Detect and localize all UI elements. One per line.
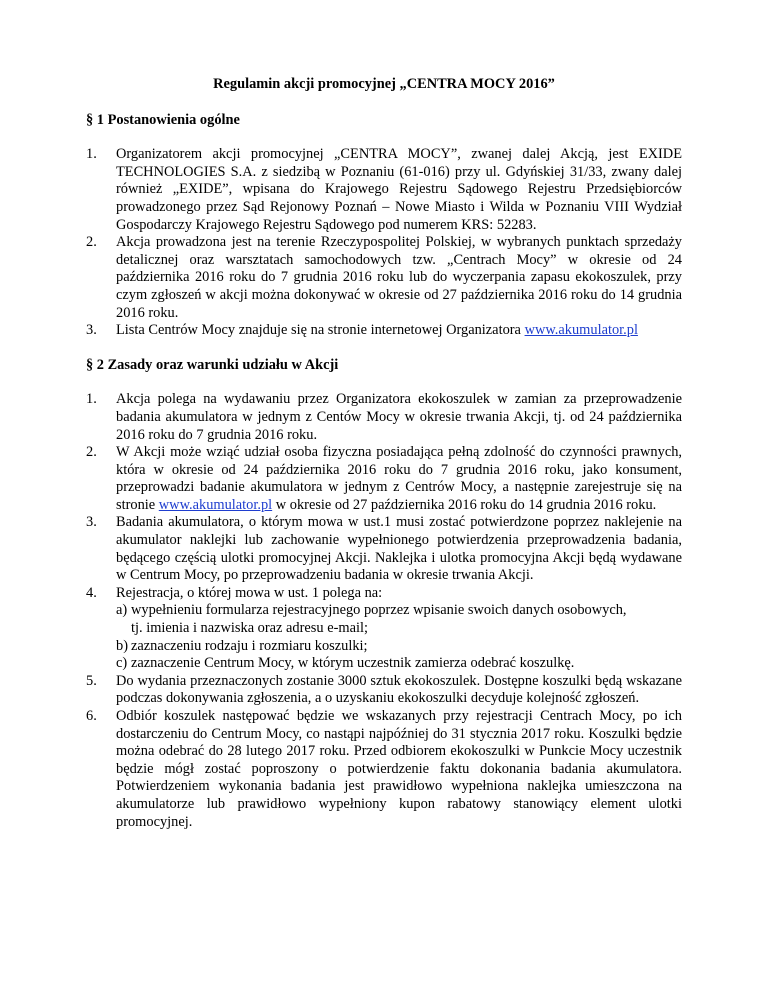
item-number: 3. [86,322,97,339]
item-text: Akcja prowadzona jest na terenie Rzeczypospolitej Polskiej, w wybranych punktach sprzedaży detalicznej oraz warsztatach samochodowych tzw. „Centrach Mocy” w okresie od 24 października 2016 roku do 7 grudnia 2016 roku lub do wyczerpania zapasu ekokoszulek, przy czym zgłoszeń w akcji można dokonywać w okresie od 27 października 2016 roku do 14 grudnia 2016 roku. [116,234,682,321]
list-item [86,708,682,831]
list-item [86,234,682,322]
item-number: 2. [86,444,97,461]
sub-item-text: zaznaczenie Centrum Mocy, w którym uczestnik zamierza odebrać koszulkę. [131,655,575,672]
list-item [86,322,682,340]
list-item [86,673,682,708]
item-text: Odbiór koszulek następować będzie we wskazanych przy rejestracji Centrach Mocy, po ich dostarczeniu do Centrum Mocy, co nastąpi najpóźniej do 31 stycznia 2017 roku. Koszulki będzie można odebrać do 28 lutego 2017 roku. Przed odbiorem ekokoszulki w Punkcie Mocy uczestnik będzie mógł zostać poproszony o potwierdzenie faktu dokonania badania akumulatora. Potwierdzeniem wykonania badania jest prawidłowo wypełniona naklejka umieszczona na akumulatorze lub prawidłowo wypełniony kupon rabatowy stanowiący element ulotki promocyjnej. [116,708,682,830]
item-text: Do wydania przeznaczonych zostanie 3000 sztuk ekokoszulek. Dostępne koszulki będą wskazane podczas dokonywania zgłoszenia, a o uzyskaniu ekokoszulki decyduje kolejność zgłoszeń. [116,672,682,707]
item-text: Lista Centrów Mocy znajduje się na stronie internetowej Organizatora [116,322,521,339]
sub-list-item [116,655,682,673]
sub-item-letter: c) [116,655,128,672]
item-number: 3. [86,514,97,531]
sub-item-text: zaznaczeniu rodzaju i rozmiaru koszulki; [131,637,368,654]
section-2-heading: § 2 Zasady oraz warunki udziału w Akcji [86,356,339,373]
list-item [86,444,682,514]
section-2-list [86,391,682,831]
list-item [86,585,682,673]
item-text: Badania akumulatora, o którym mowa w ust.1 musi zostać potwierdzone poprzez naklejenie na akumulator naklejki lub zachowanie wypełnionego potwierdzenia przeprowadzenia badania, będącego częścią ulotki promocyjnej Akcji. Naklejka i ulotka promocyjna Akcji będą wydawane w Centrum Mocy, po przeprowadzeniu badania w okresie trwania Akcji. [116,514,682,584]
sub-list-item [116,638,682,656]
document-title: Regulamin akcji promocyjnej „CENTRA MOCY 2016” [213,76,555,92]
item-text: Akcja polega na wydawaniu przez Organizatora ekokoszulek w zamian za przeprowadzenie badania akumulatora w jednym z Centów Mocy w okresie trwania Akcji, tj. od 24 października 2016 roku do 7 grudnia 2016 roku. [116,391,682,443]
item-number: 4. [86,584,97,601]
sub-list [116,602,682,672]
sub-item-text: wypełnieniu formularza rejestracyjnego poprzez wpisanie swoich danych osobowych, [131,602,627,619]
item-number: 2. [86,234,97,251]
item-number: 5. [86,672,97,689]
organizer-website-link[interactable]: www.akumulator.pl [524,322,638,339]
item-text: W Akcji może wziąć udział osoba fizyczna posiadająca pełną zdolność do czynności prawnych, która w okresie od 24 października 2016 roku do 7 grudnia 2016 roku, jako konsument, przeprowadzi badanie akumulatora w jednym z Centrów Mocy, a następnie zarejestruje się na stronie [116,444,682,513]
item-text: Organizatorem akcji promocyjnej „CENTRA MOCY”, zwanej dalej Akcją, jest EXIDE TECHNOLOGIES S.A. z siedzibą w Poznaniu (61-016) przy ul. Gdyńskiej 31/33, zwany dalej również „EXIDE”, wpisana do Krajowego Rejestru Sądowego Rejestru Przedsiębiorców prowadzonego przez Sąd Rejonowy Poznań – Nowe Miasto i Wilda w Poznaniu VIII Wydział Gospodarczy Krajowego Rejestru Sądowego pod numerem KRS: 52283. [116,146,682,233]
item-number: 6. [86,708,97,724]
list-item [86,146,682,234]
item-number: 1. [86,146,97,163]
list-item [86,514,682,584]
sub-item-continuation: tj. imienia i nazwiska oraz adresu e-mail; [131,620,368,637]
item-number: 1. [86,391,97,408]
sub-list-item [116,602,682,637]
section-1-heading: § 1 Postanowienia ogólne [86,111,240,128]
registration-website-link[interactable]: www.akumulator.pl [158,496,273,513]
section-1-list [86,146,682,340]
item-text: Rejestracja, o której mowa w ust. 1 polega na: [116,584,383,601]
item-text: w okresie od 27 października 2016 roku do 14 grudnia 2016 roku. [275,496,657,513]
sub-item-letter: b) [116,637,128,654]
list-item [86,391,682,444]
sub-item-letter: a) [116,602,128,619]
